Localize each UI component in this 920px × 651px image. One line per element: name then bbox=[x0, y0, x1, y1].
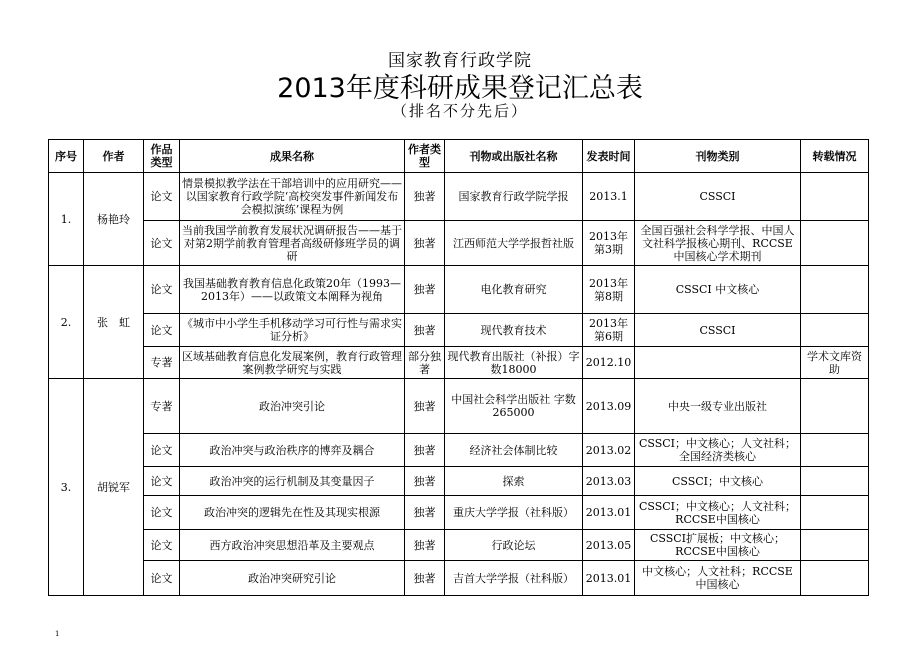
col-author: 作者 bbox=[84, 140, 144, 173]
col-seq: 序号 bbox=[49, 140, 84, 173]
publication-cell: 现代教育出版社（补报）字数18000 bbox=[445, 347, 583, 379]
col-date: 发表时间 bbox=[583, 140, 635, 173]
page-number: 1 bbox=[55, 630, 60, 638]
col-repost: 转载情况 bbox=[801, 140, 869, 173]
table-row bbox=[49, 173, 869, 221]
type-cell: 论文 bbox=[144, 314, 180, 347]
repost-cell bbox=[801, 530, 869, 561]
date-cell: 2013.01 bbox=[583, 561, 635, 596]
header-row bbox=[49, 140, 869, 173]
repost-cell bbox=[801, 467, 869, 496]
type-cell: 论文 bbox=[144, 434, 180, 467]
col-type: 作品类型 bbox=[144, 140, 180, 173]
author-type-cell: 独著 bbox=[405, 434, 445, 467]
table-row bbox=[49, 314, 869, 347]
author-cell: 杨艳玲 bbox=[84, 173, 144, 266]
name-cell: 当前我国学前教育发展状况调研报告——基于对第2期学前教育管理者高级研修班学员的调研 bbox=[180, 221, 405, 266]
date-cell: 2013.09 bbox=[583, 379, 635, 434]
publication-cell: 探索 bbox=[445, 467, 583, 496]
date-cell: 2013年第8期 bbox=[583, 266, 635, 314]
category-cell: CSSCI 中文核心 bbox=[635, 266, 801, 314]
name-cell: 情景模拟教学法在干部培训中的应用研究——以国家教育行政学院‘高校突发事件新闻发布会模拟演练’课程为例 bbox=[180, 173, 405, 221]
type-cell: 论文 bbox=[144, 221, 180, 266]
publication-cell: 电化教育研究 bbox=[445, 266, 583, 314]
repost-cell bbox=[801, 379, 869, 434]
author-cell: 胡锐军 bbox=[84, 379, 144, 596]
date-cell: 2013.02 bbox=[583, 434, 635, 467]
author-type-cell: 独著 bbox=[405, 467, 445, 496]
seq-cell: 3. bbox=[49, 379, 84, 596]
category-cell: CSSCI扩展板；中文核心；RCCSE中国核心 bbox=[635, 530, 801, 561]
repost-cell bbox=[801, 434, 869, 467]
table-row bbox=[49, 379, 869, 434]
seq-cell: 2. bbox=[49, 266, 84, 379]
publication-cell: 行政论坛 bbox=[445, 530, 583, 561]
date-cell: 2013.01 bbox=[583, 496, 635, 530]
table-row bbox=[49, 496, 869, 530]
author-type-cell: 独著 bbox=[405, 173, 445, 221]
author-type-cell: 独著 bbox=[405, 221, 445, 266]
author-type-cell: 独著 bbox=[405, 530, 445, 561]
type-cell: 专著 bbox=[144, 347, 180, 379]
name-cell: 政治冲突的运行机制及其变量因子 bbox=[180, 467, 405, 496]
page-title: 2013年度科研成果登记汇总表 bbox=[277, 73, 643, 104]
author-type-cell: 独著 bbox=[405, 314, 445, 347]
col-name: 成果名称 bbox=[180, 140, 405, 173]
category-cell: 中央一级专业出版社 bbox=[635, 379, 801, 434]
col-publication: 刊物或出版社名称 bbox=[445, 140, 583, 173]
col-category: 刊物类别 bbox=[635, 140, 801, 173]
type-cell: 专著 bbox=[144, 379, 180, 434]
date-cell: 2013.05 bbox=[583, 530, 635, 561]
category-cell: 中文核心；人文社科；RCCSE中国核心 bbox=[635, 561, 801, 596]
category-cell bbox=[635, 347, 801, 379]
author-type-cell: 独著 bbox=[405, 561, 445, 596]
type-cell: 论文 bbox=[144, 467, 180, 496]
name-cell: 《城市中小学生手机移动学习可行性与需求实证分析》 bbox=[180, 314, 405, 347]
publication-cell: 吉首大学学报（社科版） bbox=[445, 561, 583, 596]
col-author-type: 作者类型 bbox=[405, 140, 445, 173]
repost-cell bbox=[801, 561, 869, 596]
repost-cell bbox=[801, 496, 869, 530]
author-type-cell: 独著 bbox=[405, 496, 445, 530]
repost-cell bbox=[801, 266, 869, 314]
table-row bbox=[49, 221, 869, 266]
publication-cell: 重庆大学学报（社科版） bbox=[445, 496, 583, 530]
repost-cell bbox=[801, 221, 869, 266]
org-title: 国家教育行政学院 bbox=[388, 51, 532, 71]
date-cell: 2013年第6期 bbox=[583, 314, 635, 347]
type-cell: 论文 bbox=[144, 266, 180, 314]
table-row bbox=[49, 434, 869, 467]
type-cell: 论文 bbox=[144, 561, 180, 596]
table-row bbox=[49, 347, 869, 379]
category-cell: 全国百强社会科学学报、中国人文社科学报核心期刊、RCCSE中国核心学术期刊 bbox=[635, 221, 801, 266]
date-cell: 2013.03 bbox=[583, 467, 635, 496]
repost-cell bbox=[801, 173, 869, 221]
name-cell: 政治冲突引论 bbox=[180, 379, 405, 434]
author-type-cell: 独著 bbox=[405, 379, 445, 434]
category-cell: CSSCI bbox=[635, 173, 801, 221]
date-cell: 2013.1 bbox=[583, 173, 635, 221]
category-cell: CSSCI；中文核心；人文社科；全国经济类核心 bbox=[635, 434, 801, 467]
publication-cell: 经济社会体制比较 bbox=[445, 434, 583, 467]
name-cell: 西方政治冲突思想沿革及主要观点 bbox=[180, 530, 405, 561]
registration-table bbox=[48, 139, 869, 596]
publication-cell: 国家教育行政学院学报 bbox=[445, 173, 583, 221]
type-cell: 论文 bbox=[144, 496, 180, 530]
repost-cell: 学术文库资助 bbox=[801, 347, 869, 379]
category-cell: CSSCI；中文核心 bbox=[635, 467, 801, 496]
page-subtitle: （排名不分先后） bbox=[391, 102, 528, 120]
table-row bbox=[49, 266, 869, 314]
repost-cell bbox=[801, 314, 869, 347]
name-cell: 我国基础教育教育信息化政策20年（1993—2013年）——以政策文本阐释为视角 bbox=[180, 266, 405, 314]
category-cell: CSSCI；中文核心；人文社科；RCCSE中国核心 bbox=[635, 496, 801, 530]
publication-cell: 现代教育技术 bbox=[445, 314, 583, 347]
name-cell: 政治冲突的逻辑先在性及其现实根源 bbox=[180, 496, 405, 530]
author-cell: 张 虹 bbox=[84, 266, 144, 379]
author-type-cell: 独著 bbox=[405, 266, 445, 314]
type-cell: 论文 bbox=[144, 530, 180, 561]
table-row bbox=[49, 467, 869, 496]
name-cell: 政治冲突研究引论 bbox=[180, 561, 405, 596]
publication-cell: 江西师范大学学报哲社版 bbox=[445, 221, 583, 266]
date-cell: 2012.10 bbox=[583, 347, 635, 379]
name-cell: 政治冲突与政治秩序的博弈及耦合 bbox=[180, 434, 405, 467]
publication-cell: 中国社会科学出版社 字数265000 bbox=[445, 379, 583, 434]
name-cell: 区域基础教育信息化发展案例，教育行政管理案例教学研究与实践 bbox=[180, 347, 405, 379]
table-row bbox=[49, 530, 869, 561]
category-cell: CSSCI bbox=[635, 314, 801, 347]
seq-cell: 1. bbox=[49, 173, 84, 266]
type-cell: 论文 bbox=[144, 173, 180, 221]
author-type-cell: 部分独著 bbox=[405, 347, 445, 379]
date-cell: 2013年第3期 bbox=[583, 221, 635, 266]
table-row bbox=[49, 561, 869, 596]
